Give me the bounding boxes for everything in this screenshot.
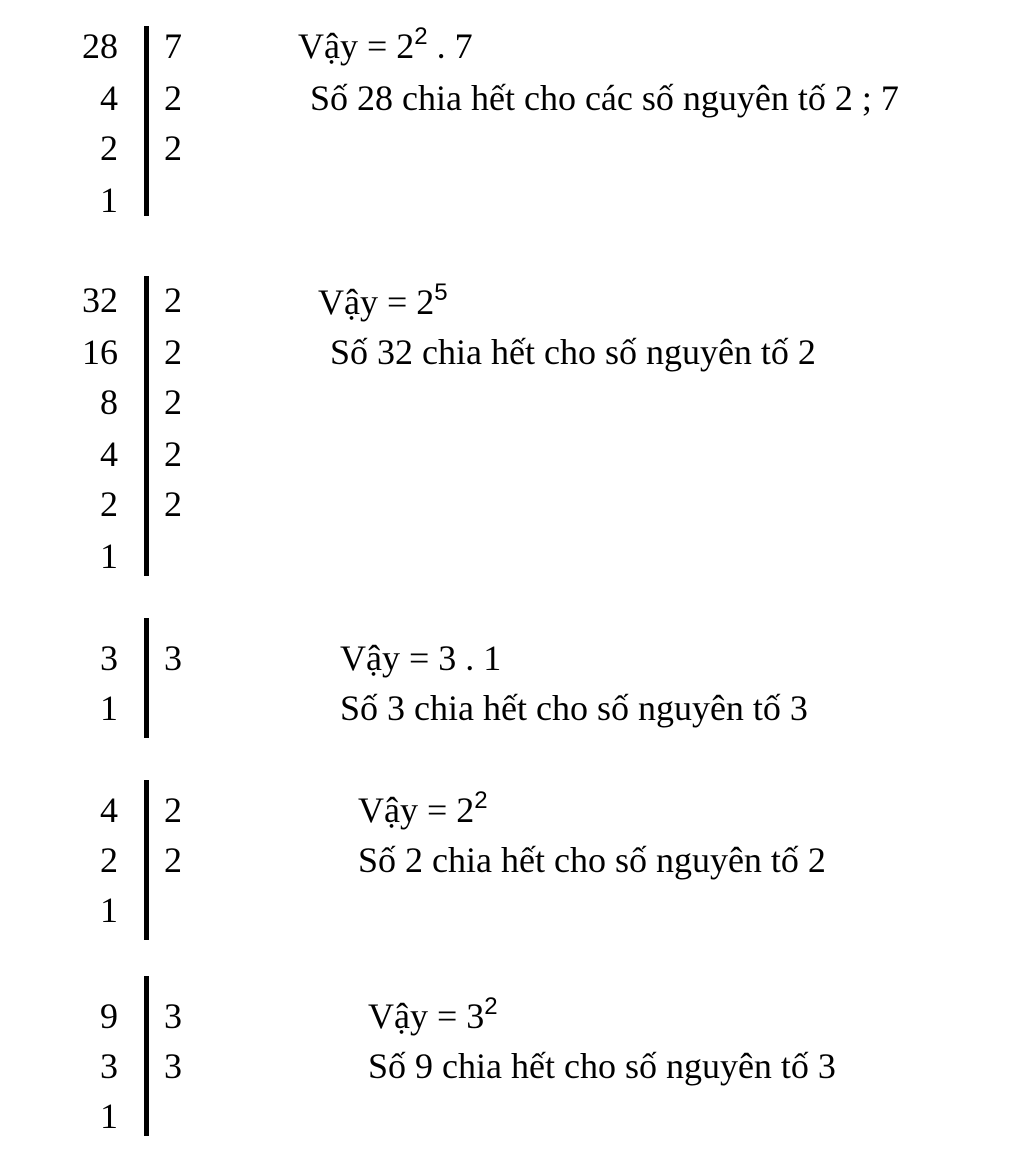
result-base: 3 (466, 996, 485, 1036)
ladder-row (80, 840, 200, 892)
result-prefix: Vậy = (358, 790, 457, 830)
ladder-row (80, 536, 200, 588)
factorization-block-28 (0, 22, 1024, 222)
division-bar (144, 780, 149, 940)
ladder-row (80, 78, 200, 130)
dividend: 2 (100, 840, 118, 880)
divisibility-statement: Số 9 chia hết cho số nguyên tố 3 (368, 1046, 836, 1086)
prime-divisor: 3 (164, 996, 182, 1036)
dividend: 28 (82, 26, 118, 66)
dividend: 4 (100, 78, 118, 118)
prime-divisor: 7 (164, 26, 182, 66)
divisibility-statement: Số 32 chia hết cho số nguyên tố 2 (330, 332, 816, 372)
result-exponent: 2 (414, 23, 428, 50)
prime-divisor: 2 (164, 484, 182, 524)
result-base: 3 . 1 (438, 638, 502, 678)
ladder-row (80, 890, 200, 942)
factorization-block-9 (0, 994, 1024, 1144)
ladder-row (80, 996, 200, 1048)
dividend: 1 (100, 1096, 118, 1136)
prime-divisor: 2 (164, 382, 182, 422)
dividend: 8 (100, 382, 118, 422)
result-prefix: Vậy = (340, 638, 439, 678)
division-bar (144, 976, 149, 1136)
result-expression (358, 787, 488, 830)
result-expression (340, 638, 501, 678)
result-expression (298, 23, 473, 66)
result-suffix: . 7 (427, 26, 473, 66)
dividend: 3 (100, 638, 118, 678)
ladder-row (80, 688, 200, 740)
factorization-block-32 (0, 276, 1024, 586)
result-exponent: 5 (434, 279, 448, 306)
prime-divisor: 2 (164, 790, 182, 830)
prime-divisor: 2 (164, 840, 182, 880)
prime-divisor: 3 (164, 1046, 182, 1086)
ladder-row (80, 180, 200, 232)
divisibility-statement: Số 2 chia hết cho số nguyên tố 2 (358, 840, 826, 880)
result-exponent: 2 (484, 993, 498, 1020)
ladder-row (80, 382, 200, 434)
prime-divisor: 2 (164, 280, 182, 320)
dividend: 2 (100, 128, 118, 168)
result-base: 2 (456, 790, 475, 830)
result-base: 2 (396, 26, 415, 66)
dividend: 1 (100, 890, 118, 930)
result-prefix: Vậy = (368, 996, 467, 1036)
ladder-row (80, 1096, 200, 1148)
prime-divisor: 2 (164, 332, 182, 372)
prime-divisor: 3 (164, 638, 182, 678)
ladder-row (80, 128, 200, 180)
dividend: 1 (100, 688, 118, 728)
dividend: 4 (100, 434, 118, 474)
factorization-block-4 (0, 788, 1024, 948)
divisibility-statement: Số 28 chia hết cho các số nguyên tố 2 ; 7 (310, 78, 899, 118)
dividend: 9 (100, 996, 118, 1036)
dividend: 1 (100, 180, 118, 220)
ladder-row (80, 638, 200, 690)
result-prefix: Vậy = (298, 26, 397, 66)
ladder-row (80, 26, 200, 78)
ladder-row (80, 1046, 200, 1098)
division-bar (144, 26, 149, 216)
factorization-block-3 (0, 636, 1024, 746)
prime-divisor: 2 (164, 78, 182, 118)
ladder-row (80, 332, 200, 384)
result-prefix: Vậy = (318, 282, 417, 322)
division-bar (144, 276, 149, 576)
ladder-row (80, 280, 200, 332)
prime-divisor: 2 (164, 434, 182, 474)
dividend: 4 (100, 790, 118, 830)
divisibility-statement: Số 3 chia hết cho số nguyên tố 3 (340, 688, 808, 728)
dividend: 16 (82, 332, 118, 372)
result-base: 2 (416, 282, 435, 322)
dividend: 1 (100, 536, 118, 576)
ladder-row (80, 434, 200, 486)
prime-divisor: 2 (164, 128, 182, 168)
dividend: 2 (100, 484, 118, 524)
dividend: 3 (100, 1046, 118, 1086)
division-bar (144, 618, 149, 738)
result-exponent: 2 (474, 787, 488, 814)
dividend: 32 (82, 280, 118, 320)
result-expression (368, 993, 498, 1036)
ladder-row (80, 484, 200, 536)
result-expression (318, 279, 448, 322)
ladder-row (80, 790, 200, 842)
